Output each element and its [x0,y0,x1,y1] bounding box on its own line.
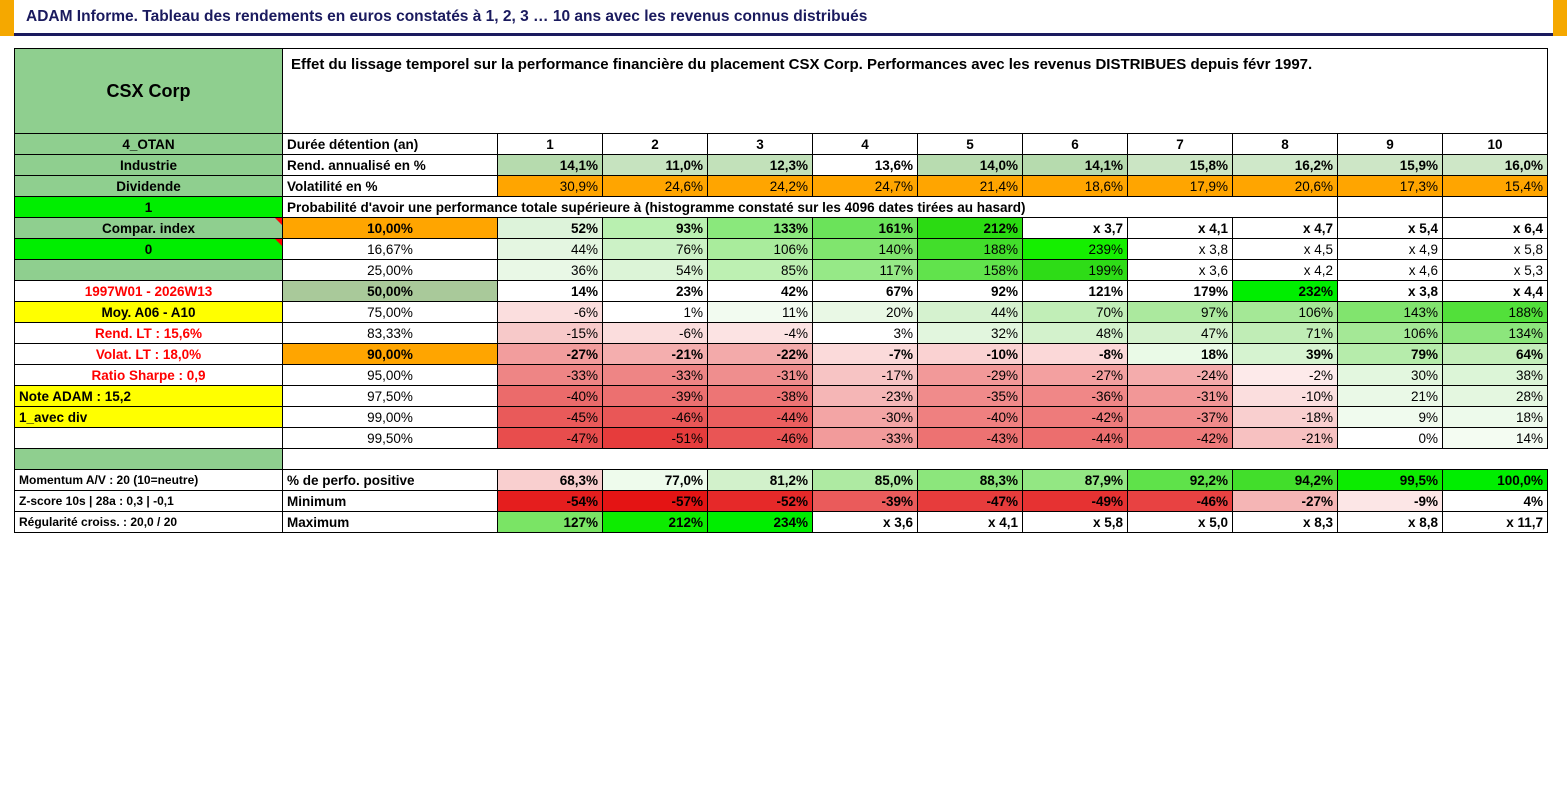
cell-p10-9: 9% [1338,407,1443,428]
cell-p10-3: -44% [708,407,813,428]
label-ratio-sharpe: Ratio Sharpe : 0,9 [15,365,283,386]
cell-p4-5: 92% [918,281,1023,302]
cell-p2-8: x 4,5 [1233,239,1338,260]
cell-pp-4: 85,0% [813,470,918,491]
company-title: CSX Corp [15,49,283,134]
cell-p11-3: -46% [708,428,813,449]
cell-min-6: -49% [1023,491,1128,512]
cell-p1-5: 212% [918,218,1023,239]
cell-p1-7: x 4,1 [1128,218,1233,239]
cell-p8-2: -33% [603,365,708,386]
cell-rend-3: 12,3% [708,155,813,176]
cell-p6-9: 106% [1338,323,1443,344]
col-header-7: 7 [1128,134,1233,155]
cell-rend-8: 16,2% [1233,155,1338,176]
cell-p9-7: -31% [1128,386,1233,407]
cell-p7-5: -10% [918,344,1023,365]
cell-volat-8: 20,6% [1233,176,1338,197]
cell-p3-9: x 4,6 [1338,260,1443,281]
cell-p9-2: -39% [603,386,708,407]
table-row-proba-2 [15,239,1548,260]
cell-p6-3: -4% [708,323,813,344]
cell-rend-7: 15,8% [1128,155,1233,176]
label-avec-div: 1_avec div [15,407,283,428]
cell-rend-2: 11,0% [603,155,708,176]
cell-pp-7: 92,2% [1128,470,1233,491]
cell-max-6: x 5,8 [1023,512,1128,533]
cell-p10-5: -40% [918,407,1023,428]
cell-p9-9: 21% [1338,386,1443,407]
cell-p5-6: 70% [1023,302,1128,323]
cell-p10-7: -37% [1128,407,1233,428]
cell-p7-1: -27% [498,344,603,365]
cell-p5-4: 20% [813,302,918,323]
threshold-8: 95,00% [283,365,498,386]
cell-rend-4: 13,6% [813,155,918,176]
cell-p7-10: 64% [1443,344,1548,365]
cell-p5-9: 143% [1338,302,1443,323]
threshold-2: 16,67% [283,239,498,260]
cell-p11-5: -43% [918,428,1023,449]
cell-p11-6: -44% [1023,428,1128,449]
cell-p2-5: 188% [918,239,1023,260]
cell-p7-9: 79% [1338,344,1443,365]
col-header-10: 10 [1443,134,1548,155]
cell-p10-1: -45% [498,407,603,428]
cell-p8-8: -2% [1233,365,1338,386]
cell-p1-10: x 6,4 [1443,218,1548,239]
cell-p11-9: 0% [1338,428,1443,449]
cell-p10-8: -18% [1233,407,1338,428]
cell-p5-3: 11% [708,302,813,323]
cell-p2-6: 239% [1023,239,1128,260]
label-momentum: Momentum A/V : 20 (10=neutre) [15,470,283,491]
cell-p4-8: 232% [1233,281,1338,302]
cell-max-9: x 8,8 [1338,512,1443,533]
cell-p11-7: -42% [1128,428,1233,449]
cell-max-10: x 11,7 [1443,512,1548,533]
banner-tab-left [0,0,14,36]
cell-min-4: -39% [813,491,918,512]
cell-p5-1: -6% [498,302,603,323]
table-row-proba-6 [15,323,1548,344]
cell-p10-4: -30% [813,407,918,428]
label-blank2 [15,428,283,449]
proba-header-pad-2 [1443,197,1548,218]
header-description: Effet du lissage temporel sur la performance financière du placement CSX Corp. Performances avec les revenus DISTRIBUES depuis févr 1997. [283,49,1548,134]
cell-p11-1: -47% [498,428,603,449]
cell-p8-3: -31% [708,365,813,386]
col-header-5: 5 [918,134,1023,155]
cell-p11-2: -51% [603,428,708,449]
cell-p7-4: -7% [813,344,918,365]
threshold-9: 97,50% [283,386,498,407]
cell-p3-4: 117% [813,260,918,281]
cell-pp-2: 77,0% [603,470,708,491]
col-header-6: 6 [1023,134,1128,155]
cell-p6-7: 47% [1128,323,1233,344]
table-row-proba-10 [15,407,1548,428]
cell-p6-8: 71% [1233,323,1338,344]
label-otan: 4_OTAN [15,134,283,155]
cell-p10-6: -42% [1023,407,1128,428]
cell-max-7: x 5,0 [1128,512,1233,533]
row-title-minimum: Minimum [283,491,498,512]
cell-p6-2: -6% [603,323,708,344]
cell-p1-4: 161% [813,218,918,239]
spacer-blank [283,449,1548,470]
table-row-perfo-positive [15,470,1548,491]
cell-p8-7: -24% [1128,365,1233,386]
main-table [14,48,1548,533]
cell-p8-4: -17% [813,365,918,386]
table-row-header [15,49,1548,134]
table-row-proba-7 [15,344,1548,365]
threshold-1: 10,00% [283,218,498,239]
cell-pp-9: 99,5% [1338,470,1443,491]
cell-max-3: 234% [708,512,813,533]
cell-p3-8: x 4,2 [1233,260,1338,281]
cell-rend-6: 14,1% [1023,155,1128,176]
cell-p2-2: 76% [603,239,708,260]
cell-p4-3: 42% [708,281,813,302]
col-header-9: 9 [1338,134,1443,155]
label-moy: Moy. A06 - A10 [15,302,283,323]
cell-p4-10: x 4,4 [1443,281,1548,302]
threshold-7: 90,00% [283,344,498,365]
cell-p1-8: x 4,7 [1233,218,1338,239]
cell-p9-3: -38% [708,386,813,407]
cell-p5-2: 1% [603,302,708,323]
cell-p6-1: -15% [498,323,603,344]
cell-p8-1: -33% [498,365,603,386]
proba-header-pad-1 [1338,197,1443,218]
cell-p3-5: 158% [918,260,1023,281]
label-volat-lt: Volat. LT : 18,0% [15,344,283,365]
cell-p6-6: 48% [1023,323,1128,344]
table-row-proba-3 [15,260,1548,281]
cell-p7-8: 39% [1233,344,1338,365]
top-banner [0,0,1567,36]
cell-p5-7: 97% [1128,302,1233,323]
threshold-11: 99,50% [283,428,498,449]
label-one: 1 [15,197,283,218]
table-row-proba-11 [15,428,1548,449]
row-title-duree: Durée détention (an) [283,134,498,155]
cell-volat-10: 15,4% [1443,176,1548,197]
cell-p9-4: -23% [813,386,918,407]
cell-p2-1: 44% [498,239,603,260]
col-header-1: 1 [498,134,603,155]
cell-min-2: -57% [603,491,708,512]
cell-min-9: -9% [1338,491,1443,512]
table-row-proba-4 [15,281,1548,302]
cell-p10-10: 18% [1443,407,1548,428]
cell-p5-8: 106% [1233,302,1338,323]
cell-p3-6: 199% [1023,260,1128,281]
label-compar-index: Compar. index [15,218,283,239]
table-row-proba-8 [15,365,1548,386]
cell-p4-4: 67% [813,281,918,302]
cell-p8-10: 38% [1443,365,1548,386]
cell-rend-5: 14,0% [918,155,1023,176]
table-row-volatilite [15,176,1548,197]
banner-underline [14,33,1553,36]
label-note-adam: Note ADAM : 15,2 [15,386,283,407]
cell-p3-7: x 3,6 [1128,260,1233,281]
cell-volat-2: 24,6% [603,176,708,197]
cell-p2-4: 140% [813,239,918,260]
cell-p9-1: -40% [498,386,603,407]
label-industrie: Industrie [15,155,283,176]
cell-max-2: 212% [603,512,708,533]
threshold-6: 83,33% [283,323,498,344]
label-rend-lt: Rend. LT : 15,6% [15,323,283,344]
row-title-perfo: % de perfo. positive [283,470,498,491]
cell-volat-5: 21,4% [918,176,1023,197]
col-header-8: 8 [1233,134,1338,155]
cell-p2-3: 106% [708,239,813,260]
cell-min-3: -52% [708,491,813,512]
cell-p9-8: -10% [1233,386,1338,407]
cell-p11-4: -33% [813,428,918,449]
cell-pp-3: 81,2% [708,470,813,491]
cell-p1-3: 133% [708,218,813,239]
cell-p5-5: 44% [918,302,1023,323]
cell-rend-9: 15,9% [1338,155,1443,176]
threshold-5: 75,00% [283,302,498,323]
table-row-spacer [15,449,1548,470]
label-zero: 0 [15,239,283,260]
cell-pp-8: 94,2% [1233,470,1338,491]
cell-p7-2: -21% [603,344,708,365]
cell-p7-3: -22% [708,344,813,365]
label-regularite: Régularité croiss. : 20,0 / 20 [15,512,283,533]
table-row-proba-9 [15,386,1548,407]
threshold-3: 25,00% [283,260,498,281]
col-header-3: 3 [708,134,813,155]
cell-max-8: x 8,3 [1233,512,1338,533]
table-row-duree [15,134,1548,155]
cell-p2-7: x 3,8 [1128,239,1233,260]
label-zscore: Z-score 10s | 28a : 0,3 | -0,1 [15,491,283,512]
cell-rend-1: 14,1% [498,155,603,176]
table-row-maximum [15,512,1548,533]
banner-title: ADAM Informe. Tableau des rendements en euros constatés à 1, 2, 3 … 10 ans avec les revenus connus distribués [26,8,868,25]
cell-p7-7: 18% [1128,344,1233,365]
cell-p6-4: 3% [813,323,918,344]
cell-volat-3: 24,2% [708,176,813,197]
cell-p9-10: 28% [1443,386,1548,407]
cell-p11-10: 14% [1443,428,1548,449]
cell-min-8: -27% [1233,491,1338,512]
cell-pp-6: 87,9% [1023,470,1128,491]
label-dividende: Dividende [15,176,283,197]
row-title-maximum: Maximum [283,512,498,533]
cell-p4-7: 179% [1128,281,1233,302]
cell-p1-6: x 3,7 [1023,218,1128,239]
cell-p3-3: 85% [708,260,813,281]
cell-p7-6: -8% [1023,344,1128,365]
cell-p8-9: 30% [1338,365,1443,386]
cell-min-7: -46% [1128,491,1233,512]
cell-p11-8: -21% [1233,428,1338,449]
col-header-4: 4 [813,134,918,155]
cell-p6-5: 32% [918,323,1023,344]
cell-p8-6: -27% [1023,365,1128,386]
cell-max-1: 127% [498,512,603,533]
cell-p9-5: -35% [918,386,1023,407]
cell-volat-6: 18,6% [1023,176,1128,197]
cell-volat-1: 30,9% [498,176,603,197]
cell-min-1: -54% [498,491,603,512]
cell-pp-10: 100,0% [1443,470,1548,491]
cell-p2-10: x 5,8 [1443,239,1548,260]
cell-p1-9: x 5,4 [1338,218,1443,239]
threshold-4: 50,00% [283,281,498,302]
cell-p1-1: 52% [498,218,603,239]
cell-p8-5: -29% [918,365,1023,386]
spacer-green-block [15,449,283,470]
banner-tab-right [1553,0,1567,36]
label-blank1 [15,260,283,281]
cell-p2-9: x 4,9 [1338,239,1443,260]
cell-volat-7: 17,9% [1128,176,1233,197]
cell-p4-6: 121% [1023,281,1128,302]
col-header-2: 2 [603,134,708,155]
cell-p3-10: x 5,3 [1443,260,1548,281]
cell-pp-1: 68,3% [498,470,603,491]
cell-p5-10: 188% [1443,302,1548,323]
table-row-proba-1 [15,218,1548,239]
cell-p1-2: 93% [603,218,708,239]
row-title-volat: Volatilité en % [283,176,498,197]
label-period: 1997W01 - 2026W13 [15,281,283,302]
cell-min-10: 4% [1443,491,1548,512]
row-title-rend: Rend. annualisé en % [283,155,498,176]
cell-volat-4: 24,7% [813,176,918,197]
cell-p4-9: x 3,8 [1338,281,1443,302]
cell-p10-2: -46% [603,407,708,428]
cell-p4-1: 14% [498,281,603,302]
cell-max-5: x 4,1 [918,512,1023,533]
table-row-rend-annualise [15,155,1548,176]
cell-pp-5: 88,3% [918,470,1023,491]
table-row-proba-5 [15,302,1548,323]
threshold-10: 99,00% [283,407,498,428]
cell-rend-10: 16,0% [1443,155,1548,176]
cell-min-5: -47% [918,491,1023,512]
cell-p9-6: -36% [1023,386,1128,407]
table-row-minimum [15,491,1548,512]
cell-p3-2: 54% [603,260,708,281]
cell-volat-9: 17,3% [1338,176,1443,197]
table-row-proba-header [15,197,1548,218]
cell-max-4: x 3,6 [813,512,918,533]
cell-p6-10: 134% [1443,323,1548,344]
cell-p4-2: 23% [603,281,708,302]
row-title-proba: Probabilité d'avoir une performance totale supérieure à (histogramme constaté sur les 4096 dates tirées au hasard) [283,197,1338,218]
cell-p3-1: 36% [498,260,603,281]
